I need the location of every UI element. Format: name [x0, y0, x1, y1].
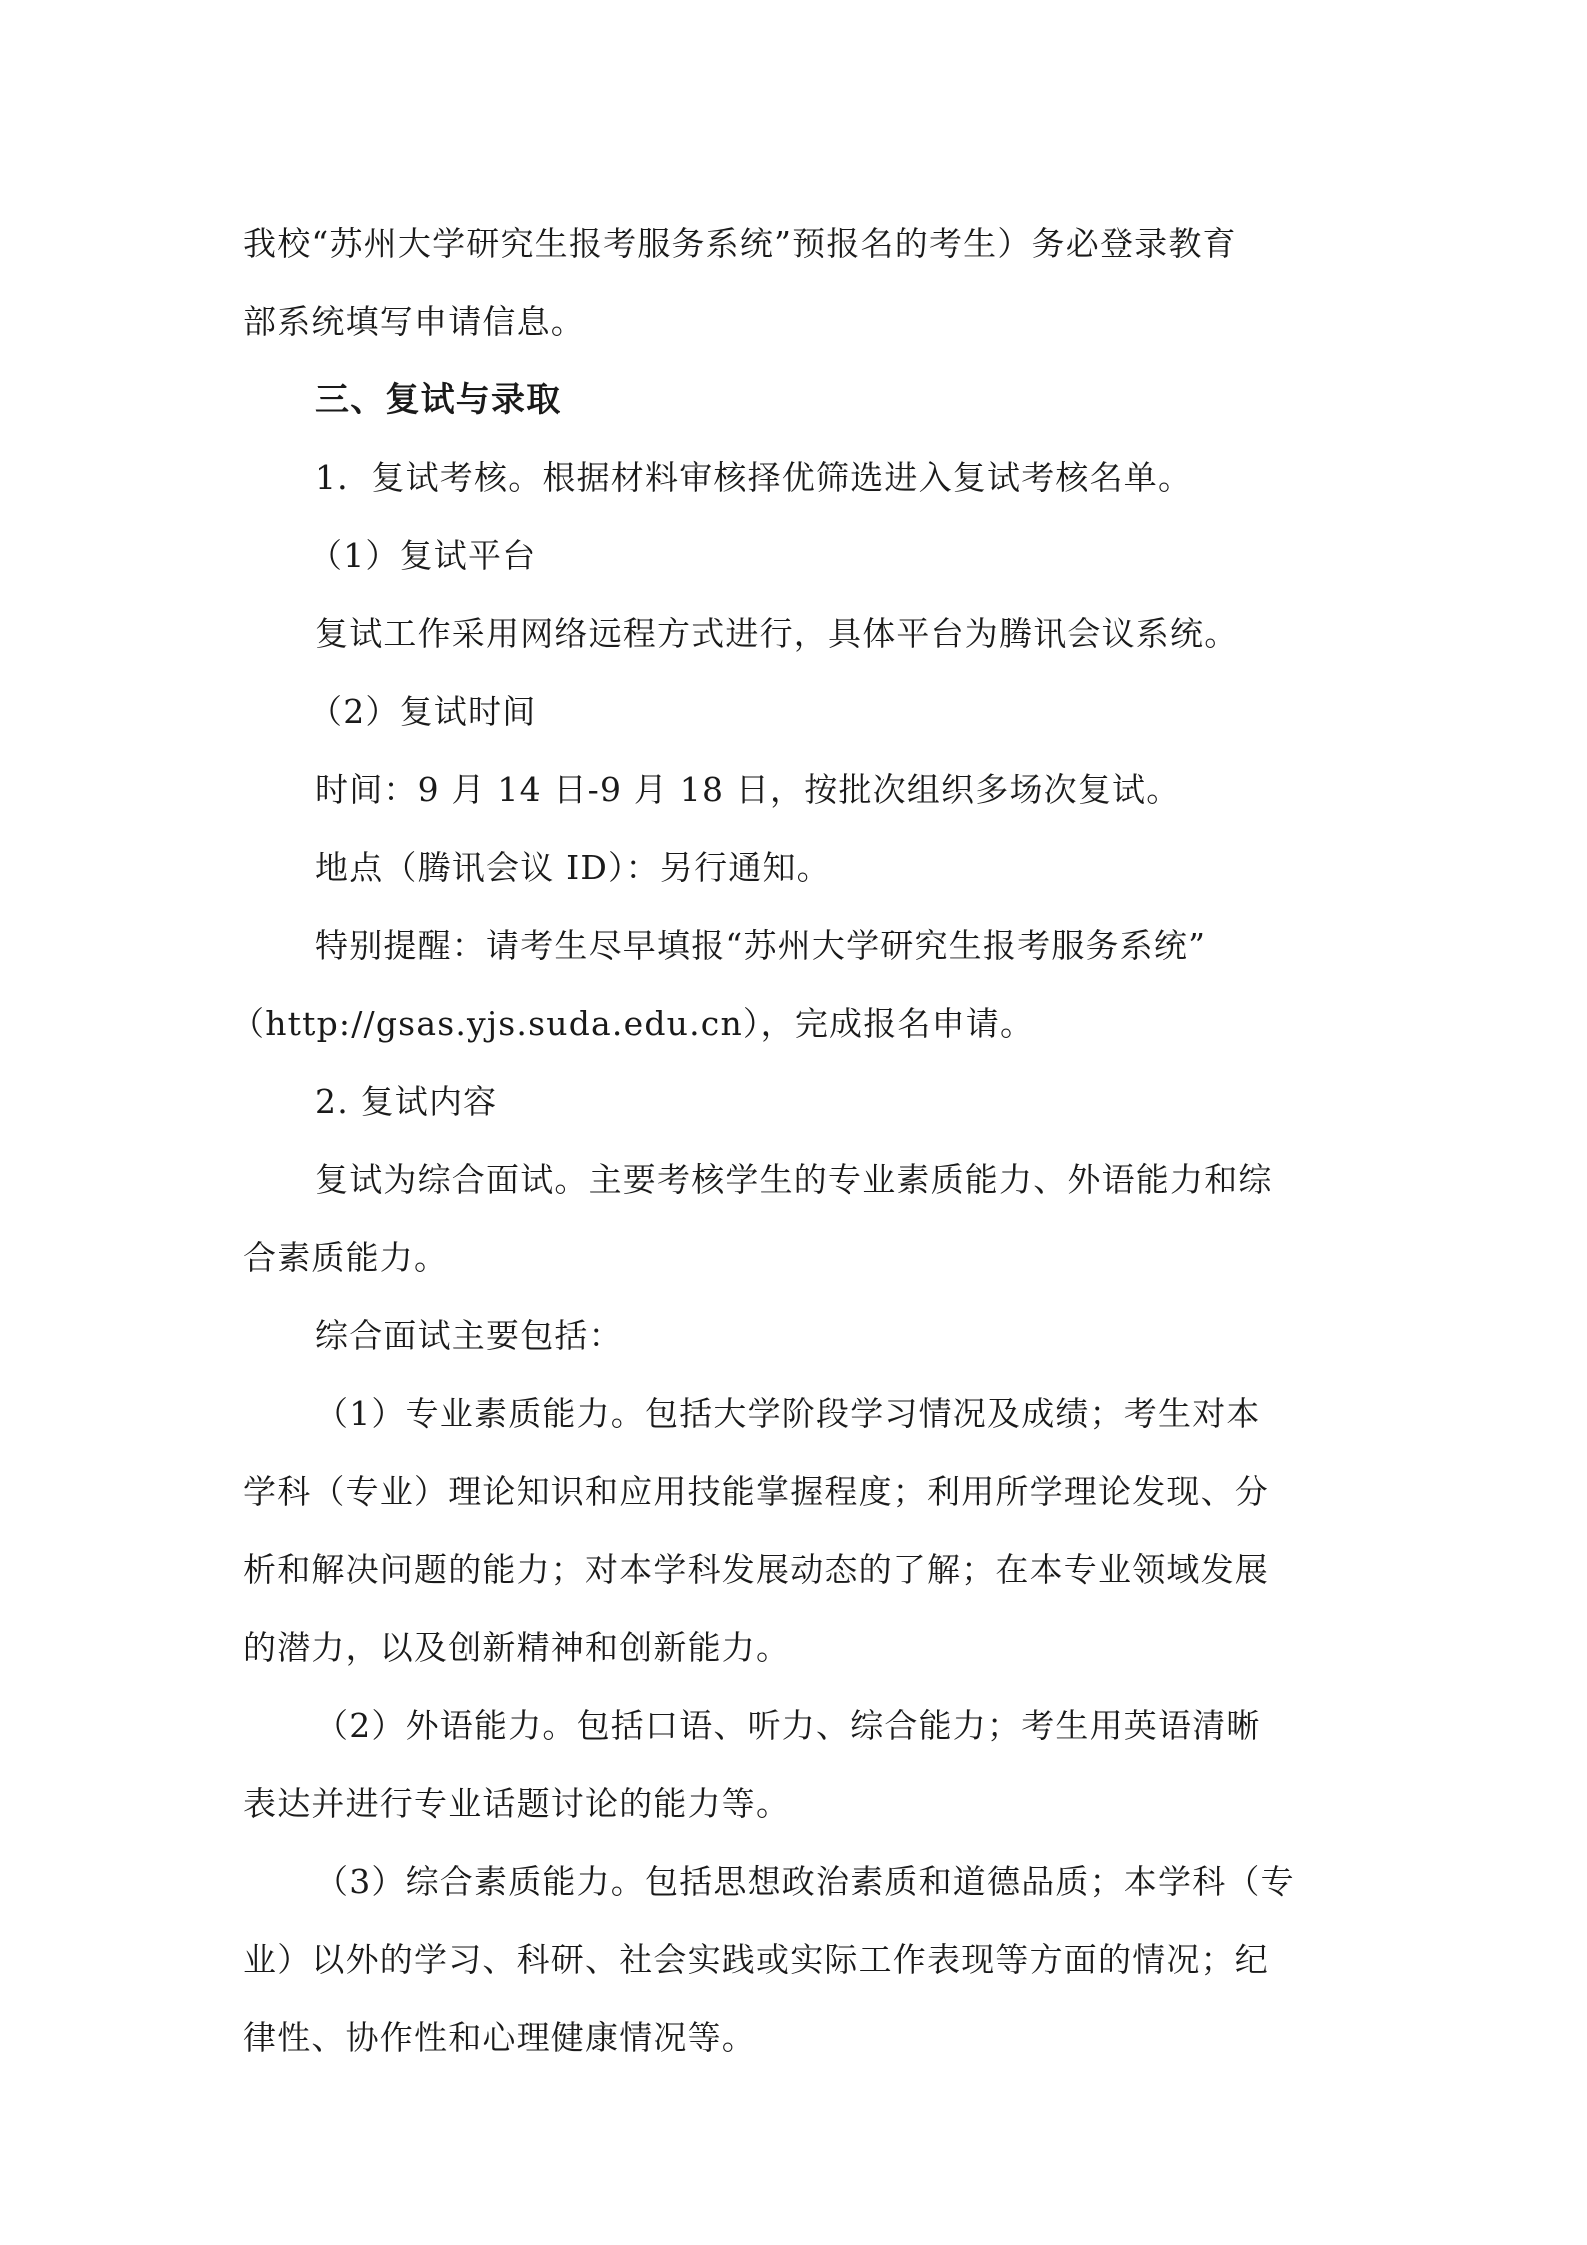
text-line: 律性、协作性和心理健康情况等。 [243, 2018, 756, 2057]
text-line: 析和解决问题的能力；对本学科发展动态的了解；在本专业领域发展 [243, 1550, 1269, 1589]
text-line: （3）综合素质能力。包括思想政治素质和道德品质；本学科（专 [315, 1862, 1295, 1901]
text-line: 时间：9 月 14 日-9 月 18 日，按批次组织多场次复试。 [315, 770, 1181, 809]
text-line: 我校“苏州大学研究生报考服务系统”预报名的考生）务必登录教育 [243, 224, 1237, 263]
section-heading: 三、复试与录取 [315, 380, 562, 420]
url-line: （http://gsas.yjs.suda.edu.cn），完成报名申请。 [231, 1004, 1035, 1043]
text-line: 部系统填写申请信息。 [243, 302, 585, 341]
text-line: 特别提醒：请考生尽早填报“苏州大学研究生报考服务系统” [315, 926, 1207, 965]
text-line: （2）外语能力。包括口语、听力、综合能力；考生用英语清晰 [315, 1706, 1261, 1745]
text-line: 综合面试主要包括： [315, 1316, 623, 1355]
text-line: 的潜力，以及创新精神和创新能力。 [243, 1628, 791, 1667]
text-line: 合素质能力。 [243, 1238, 449, 1277]
subsection-heading: （2）复试时间 [309, 692, 537, 731]
text-line: （1）专业素质能力。包括大学阶段学习情况及成绩；考生对本 [315, 1394, 1261, 1433]
text-line: 业）以外的学习、科研、社会实践或实际工作表现等方面的情况；纪 [243, 1940, 1269, 1979]
text-line: 复试为综合面试。主要考核学生的专业素质能力、外语能力和综 [315, 1160, 1273, 1199]
text-line: 学科（专业）理论知识和应用技能掌握程度；利用所学理论发现、分 [243, 1472, 1269, 1511]
subsection-heading: （1）复试平台 [309, 536, 537, 575]
text-line: 1．复试考核。根据材料审核择优筛选进入复试考核名单。 [315, 458, 1193, 497]
text-line: 复试工作采用网络远程方式进行，具体平台为腾讯会议系统。 [315, 614, 1239, 653]
text-line: 表达并进行专业话题讨论的能力等。 [243, 1784, 791, 1823]
subsection-heading: 2. 复试内容 [315, 1082, 498, 1121]
document-body [231, 205, 1351, 2077]
text-line: 地点（腾讯会议 ID）：另行通知。 [315, 848, 831, 887]
